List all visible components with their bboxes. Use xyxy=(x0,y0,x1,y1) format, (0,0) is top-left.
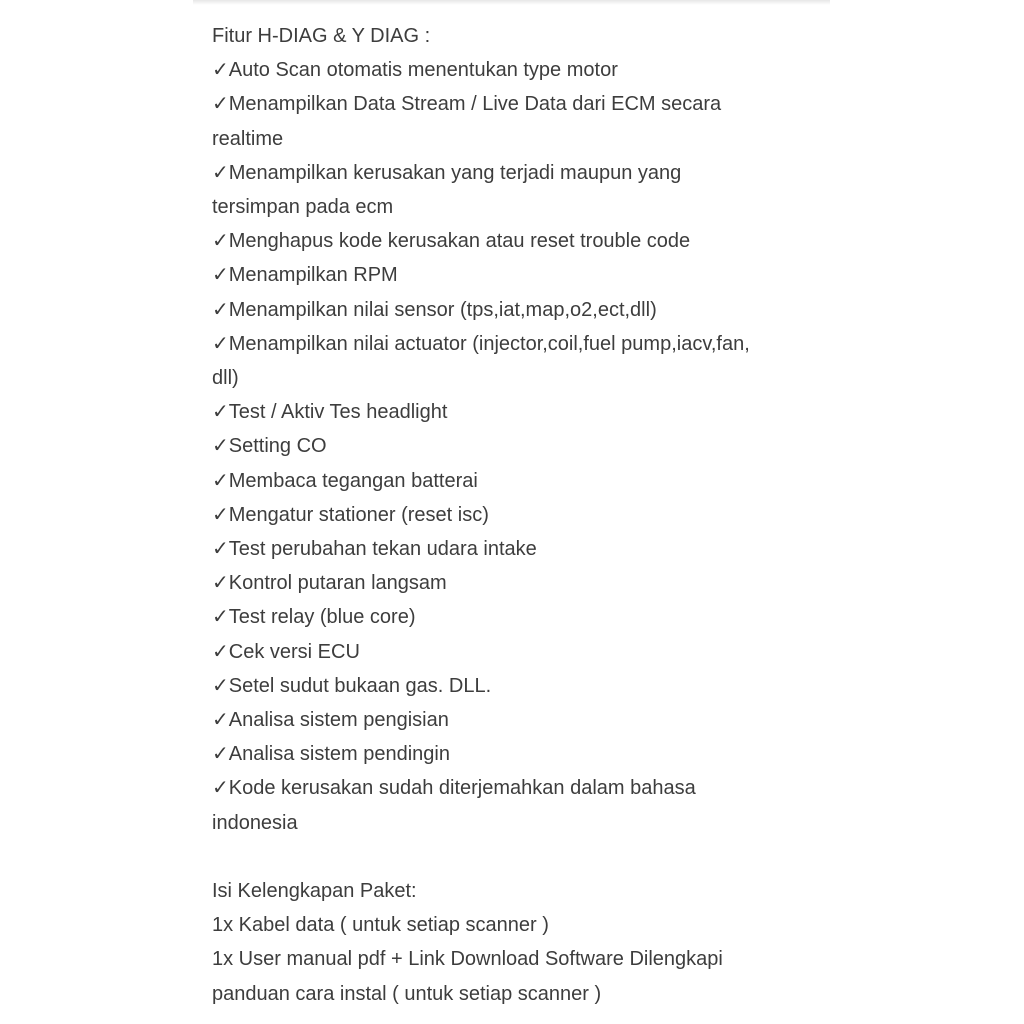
feature-line: tersimpan pada ecm xyxy=(212,196,394,219)
feature-line: ✓Membaca tegangan batterai xyxy=(212,469,478,492)
feature-line: dll) xyxy=(212,367,239,390)
feature-line: ✓Menghapus kode kerusakan atau reset trouble code xyxy=(212,230,691,253)
features-heading: Fitur H-DIAG & Y DIAG : xyxy=(212,25,431,47)
feature-line: ✓Kode kerusakan sudah diterjemahkan dalam bahasa xyxy=(212,777,696,800)
feature-line: ✓Kontrol putaran langsam xyxy=(212,572,447,595)
feature-line: ✓Test / Aktiv Tes headlight xyxy=(212,401,448,424)
spacer xyxy=(212,840,812,874)
feature-line: ✓Menampilkan Data Stream / Live Data dari ECM secara xyxy=(212,93,722,116)
feature-line: ✓Analisa sistem pengisian xyxy=(212,709,449,732)
feature-line: ✓Menampilkan kerusakan yang terjadi maupun yang xyxy=(212,161,682,184)
feature-line: ✓Cek versi ECU xyxy=(212,640,360,663)
package-item: panduan cara instal ( untuk setiap scanner ) xyxy=(212,982,602,1005)
feature-line: realtime xyxy=(212,127,284,150)
feature-line: ✓Menampilkan nilai sensor (tps,iat,map,o2,ect,dll) xyxy=(212,298,657,321)
feature-line: ✓Setting CO xyxy=(212,435,327,458)
package-item: 1x User manual pdf + Link Download Software Dilengkapi xyxy=(212,948,723,971)
feature-line: ✓Menampilkan RPM xyxy=(212,264,398,287)
product-description xyxy=(212,19,812,1011)
feature-line: ✓Test relay (blue core) xyxy=(212,606,416,629)
package-heading: Isi Kelengkapan Paket: xyxy=(212,880,417,903)
feature-line: ✓Menampilkan nilai actuator (injector,coil,fuel pump,iacv,fan, xyxy=(212,332,750,355)
feature-line: ✓Test perubahan tekan udara intake xyxy=(212,538,537,561)
card-top-edge xyxy=(193,0,830,5)
feature-line: indonesia xyxy=(212,811,298,834)
feature-line: ✓Mengatur stationer (reset isc) xyxy=(212,503,489,526)
feature-line: ✓Auto Scan otomatis menentukan type motor xyxy=(212,59,618,82)
package-item: 1x Kabel data ( untuk setiap scanner ) xyxy=(212,914,549,937)
feature-line: ✓Analisa sistem pendingin xyxy=(212,743,450,766)
feature-line: ✓Setel sudut bukaan gas. DLL. xyxy=(212,674,492,697)
